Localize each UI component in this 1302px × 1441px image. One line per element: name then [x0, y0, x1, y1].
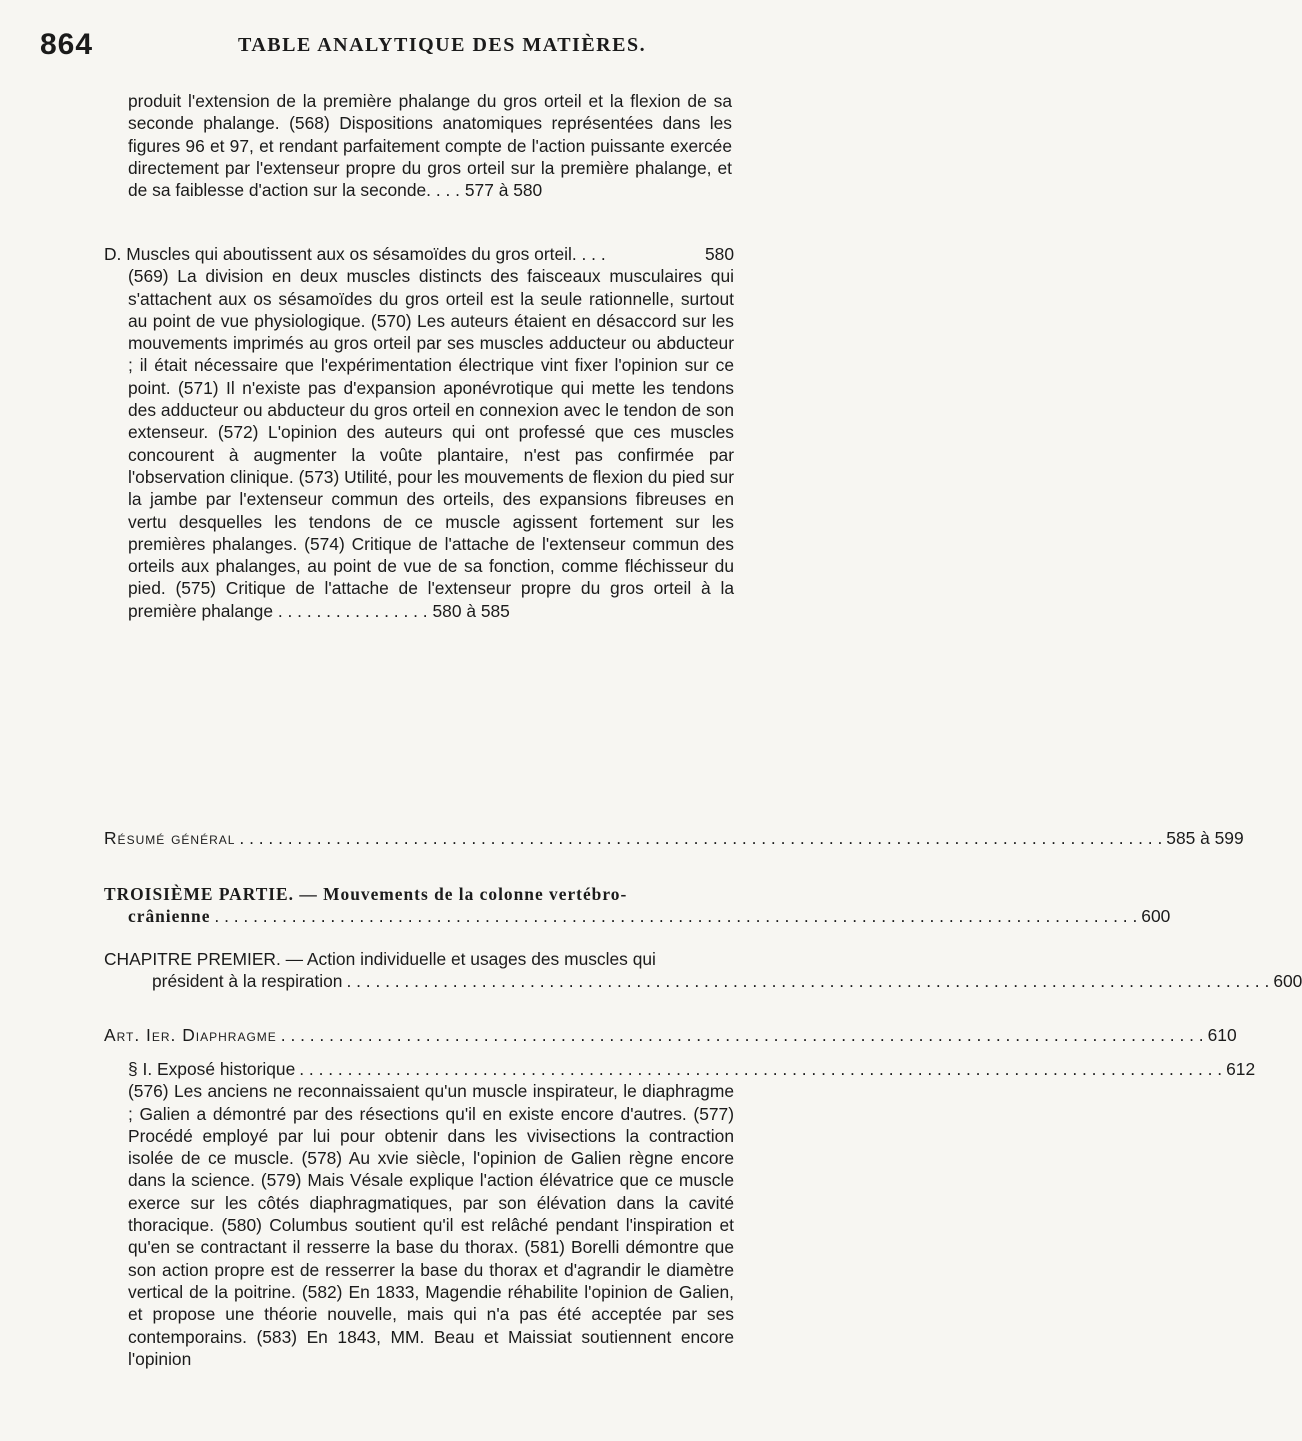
section-d-text: (569) La division en deux muscles distincts des faisceaux musculaires qui s'attachent aux os sésamoïdes du gros orteil est la seule rationnelle, surtout au point de vue physiologique. (570) Les auteurs étaient en désaccord sur les mouvements imprimés au gros orteil par ses muscles adducteur ou abducteur ; il était nécessaire que l'expérimentation électrique vint fixer l'opinion sur ce point. (571) Il n'existe pas d'expansion aponévrotique qui mette les tendons des adducteur ou abducteur du gros orteil en connexion avec le tendon de son extenseur. (572) L'opinion des auteurs qui ont professé que ces muscles concourent à augmenter la voûte plantaire, n'est pas confirmée par l'observation clinique. (573) Utilité, pour les mouvements de flexion du pied sur la jambe par l'extenseur commun des orteils, des expansions fibreuses en vertu desquelles les tendons de ce muscle agissent fortement sur les premières phalanges. (574) Critique de l'attache de l'extenseur commun des orteils aux phalanges, au point de vue de sa fonction, comme fléchisseur du pied. (575) Critique de l'attache de l'extenseur propre du gros orteil à la première phalange . . . . . . . . . . . . . . . . — [128, 266, 734, 621]
article-one-label: Art. Ier. Diaphragme — [104, 1025, 277, 1045]
chapter-one-pages: 600 — [1273, 971, 1302, 992]
chapter-one-leader: . . . . . . . . . . . . . . . . . . . . . . . . . . . . . . . . . . . . . . . . . . . . . . . . . . . . . . . . . . . . . . . . . . . . . . . . . . . . . . . . . . . . . . . . . . . . . . . . — [346, 971, 1270, 992]
section-d-entry — [104, 243, 734, 622]
article-one-leader: . . . . . . . . . . . . . . . . . . . . . . . . . . . . . . . . . . . . . . . . . . . . . . . . . . . . . . . . . . . . . . . . . . . . . . . . . . . . . . . . . . . . . . . . . . . . . . . . — [280, 1025, 1204, 1045]
section-one-pages: 612 — [1226, 1059, 1256, 1079]
part-three-entry — [104, 883, 1171, 928]
page-header — [40, 28, 760, 68]
article-one-entry — [104, 1024, 1237, 1046]
page-number: 864 — [40, 28, 94, 61]
part-three-leader: . . . . . . . . . . . . . . . . . . . . . . . . . . . . . . . . . . . . . . . . . . . . . . . . . . . . . . . . . . . . . . . . . . . . . . . . . . . . . . . . . . . . . . . . . . . . . . . . — [214, 906, 1138, 927]
running-head: TABLE ANALYTIQUE DES MATIÈRES. — [238, 34, 647, 56]
section-one-text: (576) Les anciens ne reconnaissaient qu'un muscle inspirateur, le diaphragme ; Galien a démontré par des résections qu'il en existe encore d'autres. (577) Procédé employé par lui pour obtenir dans les vivisections la contraction isolée de ce muscle. (578) Au xvie siècle, l'opinion de Galien règne encore dans la science. (579) Mais Vésale explique l'action élévatrice que ce muscle exerce sur les côtés diaphragmatiques, par son élévation dans la cavité thoracique. (580) Columbus soutient qu'il est relâché pendant l'inspiration et qu'en se contractant il resserre la base du thorax. (581) Borelli démontre que son action propre est de resserrer la base du thorax et d'agrandir le diamètre vertical de la poitrine. (582) En 1833, Magendie réhabilite l'opinion de Galien, et propose une théorie nouvelle, mais qui n'a pas été acceptée par ses contemporains. (583) En 1843, MM. Beau et Maissiat soutiennent encore l'opinion — [128, 1081, 734, 1369]
continuation-entry — [128, 90, 732, 201]
continuation-text: produit l'extension de la première phalange du gros orteil et la flexion de sa seconde phalange. (568) Dispositions anatomiques représentées dans les figures 96 et 97, et rendant parfaitement compte de l'action puissante exercée directement par l'extenseur propre du gros orteil sur la première phalange, et de sa faiblesse d'action sur la seconde. . . . — [128, 91, 732, 201]
chapter-one-title-cont: président à la respiration — [152, 971, 343, 992]
resume-pages: 585 à 599 — [1166, 828, 1244, 848]
resume-leader: . . . . . . . . . . . . . . . . . . . . . . . . . . . . . . . . . . . . . . . . . . . . . . . . . . . . . . . . . . . . . . . . . . . . . . . . . . . . . . . . . . . . . . . . . . . . . . . . — [239, 828, 1163, 848]
article-one-pages: 610 — [1207, 1025, 1237, 1045]
chapter-one-entry — [104, 948, 1302, 993]
section-one-label: § I. Exposé historique — [128, 1059, 296, 1079]
section-one-entry — [104, 1058, 1256, 1370]
section-one-leader: . . . . . . . . . . . . . . . . . . . . . . . . . . . . . . . . . . . . . . . . . . . . . . . . . . . . . . . . . . . . . . . . . . . . . . . . . . . . . . . . . . . . . . . . . . . . . . . . — [299, 1059, 1223, 1079]
section-d-text-pages: 580 à 585 — [432, 600, 510, 621]
continuation-pages: 577 à 580 — [464, 180, 543, 201]
section-d-label: D. Muscles qui aboutissent aux os sésamoïdes du gros orteil. . . . — [104, 244, 606, 264]
section-d-pages: 580 — [704, 244, 734, 264]
resume-label: Résumé général — [104, 828, 236, 848]
part-three-pages: 600 — [1141, 906, 1171, 927]
chapter-one-title: CHAPITRE PREMIER. — Action individuelle et usages des muscles qui — [104, 949, 656, 969]
part-three-title-cont: crânienne — [128, 906, 211, 927]
part-three-title: TROISIÈME PARTIE. — Mouvements de la colonne vertébro- — [104, 884, 628, 904]
resume-entry — [104, 827, 1244, 849]
